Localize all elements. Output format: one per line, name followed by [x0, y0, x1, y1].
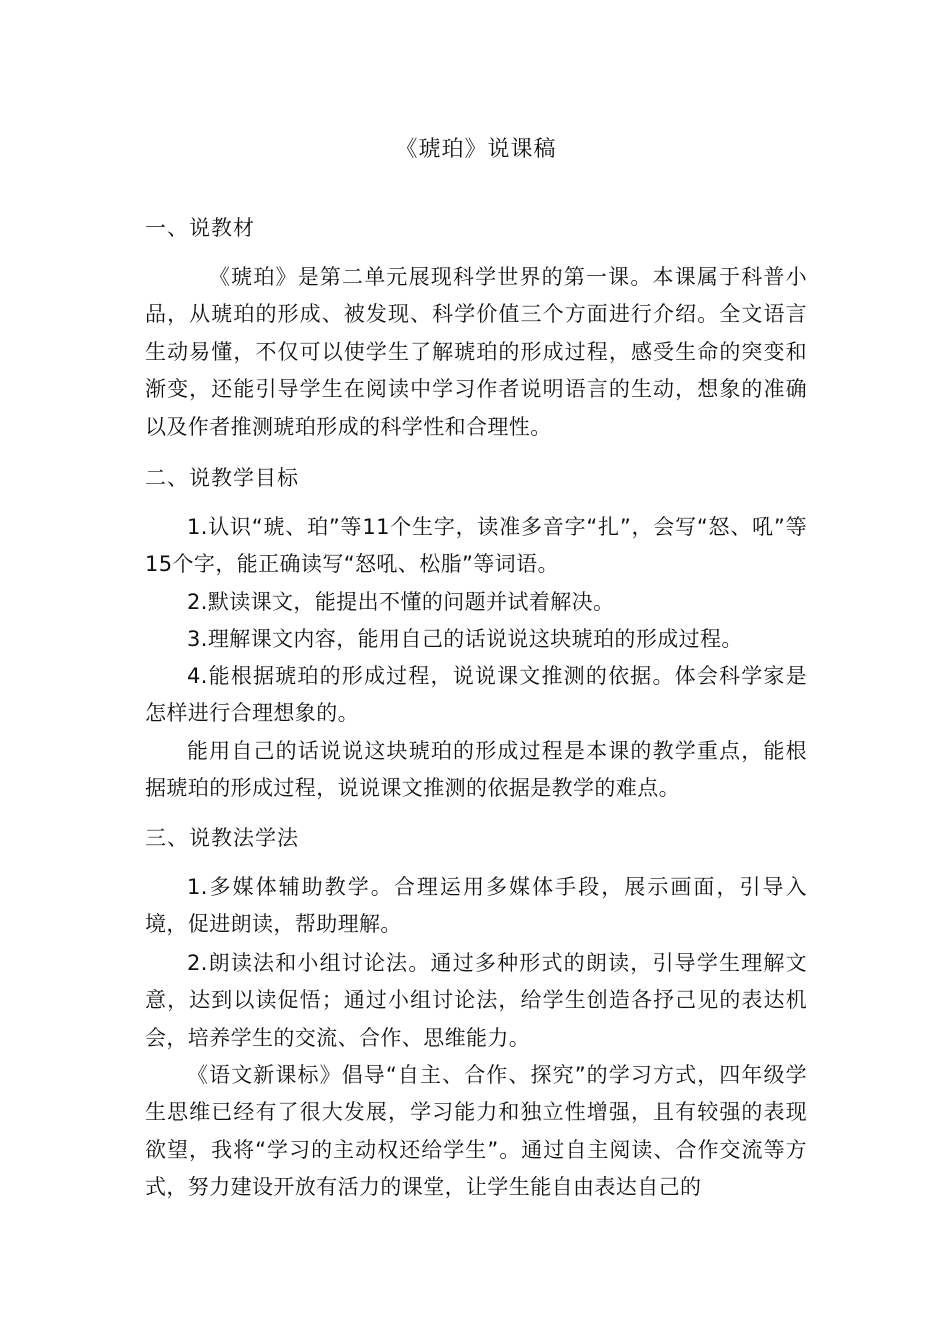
document-title: 《琥珀》说课稿	[395, 137, 557, 162]
section-heading-teaching-goals: 二、说教学目标	[145, 466, 299, 490]
paragraph-goal-2: 2.默读课文，能提出不懂的问题并试着解决。	[187, 590, 615, 614]
paragraph-method-2: 2.朗读法和小组讨论法。通过多种形式的朗读，引导学生理解文意，达到以读促悟；通过小组讨论法，给学生创造各抒己见的表达机会，培养学生的交流、合作、思维能力。	[145, 951, 807, 1050]
paragraph-goal-4: 4.能根据琥珀的形成过程，说说课文推测的依据。体会科学家是怎样进行合理想象的。	[145, 664, 807, 726]
paragraph-key-points: 能用自己的话说说这块琥珀的形成过程是本课的教学重点，能根据琥珀的形成过程，说说课文推测的依据是教学的难点。	[145, 739, 807, 801]
section-heading-methods: 三、说教法学法	[145, 826, 299, 850]
section-heading-teaching-material: 一、说教材	[145, 216, 255, 240]
paragraph-method-1: 1.多媒体辅助教学。合理运用多媒体手段，展示画面，引导入境，促进朗读，帮助理解。	[145, 875, 807, 937]
paragraph-goal-3: 3.理解课文内容，能用自己的话说说这块琥珀的形成过程。	[187, 627, 743, 651]
paragraph-curriculum: 《语文新课标》倡导“自主、合作、探究”的学习方式，四年级学生思维已经有了很大发展，学习能力和独立性增强，且有较强的表现欲望，我将“学习的主动权还给学生”。通过自主阅读、合作交流等方式，努力建设开放有活力的课堂，让学生能自由表达自己的	[145, 1063, 807, 1200]
paragraph-goal-1: 1.认识“琥、珀”等11个生字，读准多音字“扎”，会写“怒、吼”等15个字，能正确读写“怒吼、松脂”等词语。	[145, 515, 807, 577]
paragraph-teaching-material: 《琥珀》是第二单元展现科学世界的第一课。本课属于科普小品，从琥珀的形成、被发现、科学价值三个方面进行介绍。全文语言生动易懂，不仅可以使学生了解琥珀的形成过程，感受生命的突变和渐变，还能引导学生在阅读中学习作者说明语言的生动，想象的准确以及作者推测琥珀形成的科学性和合理性。	[145, 265, 807, 439]
